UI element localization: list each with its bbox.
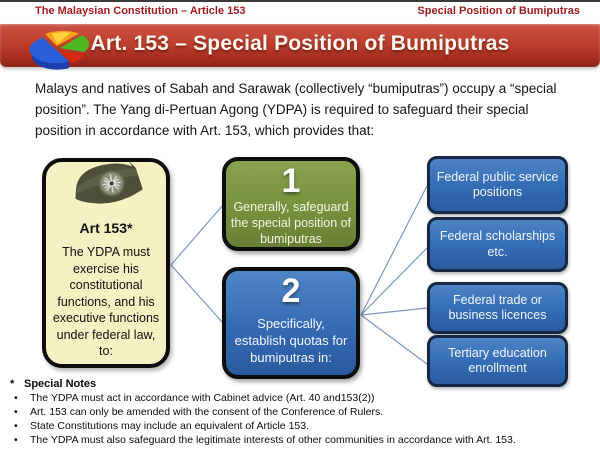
quota-box-label: Federal trade or business licences bbox=[448, 292, 547, 322]
special-notes-heading bbox=[10, 378, 594, 390]
step-1-box bbox=[222, 157, 360, 251]
header-left-text: The Malaysian Constitution – Article 153 bbox=[35, 5, 246, 17]
step-2-box bbox=[222, 267, 360, 379]
step-2-text: Specifically, establish quotas for bumiputras in: bbox=[234, 316, 348, 365]
asterisk: * bbox=[10, 378, 15, 390]
art-153-heading: Art 153* bbox=[79, 220, 133, 236]
art-153-body-text: The YDPA must exercise his constitutional functions, and his executive functions under federal law, to: bbox=[52, 245, 160, 358]
special-notes-list bbox=[8, 392, 594, 448]
header-right-text: Special Position of Bumiputras bbox=[417, 5, 580, 17]
note-item: • The YDPA must act in accordance with Cabinet advice (Art. 40 and153(2)) bbox=[8, 392, 594, 406]
quota-box-label: Federal scholarships etc. bbox=[439, 229, 556, 259]
quota-box-public-service bbox=[427, 156, 568, 214]
intro-paragraph: Malays and natives of Sabah and Sarawak (collectively “bumiputras”) occupy a “special position”. The Yang di-Pertuan Agong (YDPA) is required to safeguard their special position in accordance with Art. 153, which provides that: bbox=[35, 81, 557, 138]
step-1-number: 1 bbox=[281, 162, 301, 200]
step-1-text: Generally, safeguard the special position of bumiputras bbox=[230, 200, 352, 246]
quota-box-label: Federal public service positions bbox=[436, 169, 559, 199]
special-notes bbox=[8, 378, 594, 448]
note-item: • State Constitutions may include an equivalent of Article 153. bbox=[8, 420, 594, 434]
quota-box-scholarships bbox=[427, 217, 568, 272]
note-item: • The YDPA must also safeguard the legitimate interests of other communities in accordance with Art. 153. bbox=[8, 434, 594, 448]
note-item: • Art. 153 can only be amended with the consent of the Conference of Rulers. bbox=[8, 406, 594, 420]
step-2-number: 2 bbox=[281, 272, 301, 310]
military-cap-image bbox=[62, 156, 154, 218]
slide-title: Art. 153 – Special Position of Bumiputras bbox=[90, 32, 510, 55]
art-153-box bbox=[42, 158, 170, 368]
special-notes-title: Special Notes bbox=[24, 378, 97, 390]
title-bar bbox=[0, 24, 600, 67]
quota-box-label: Tertiary education enrollment bbox=[448, 345, 547, 375]
header-strip bbox=[0, 2, 600, 24]
quota-box-trade-licences bbox=[427, 282, 568, 334]
